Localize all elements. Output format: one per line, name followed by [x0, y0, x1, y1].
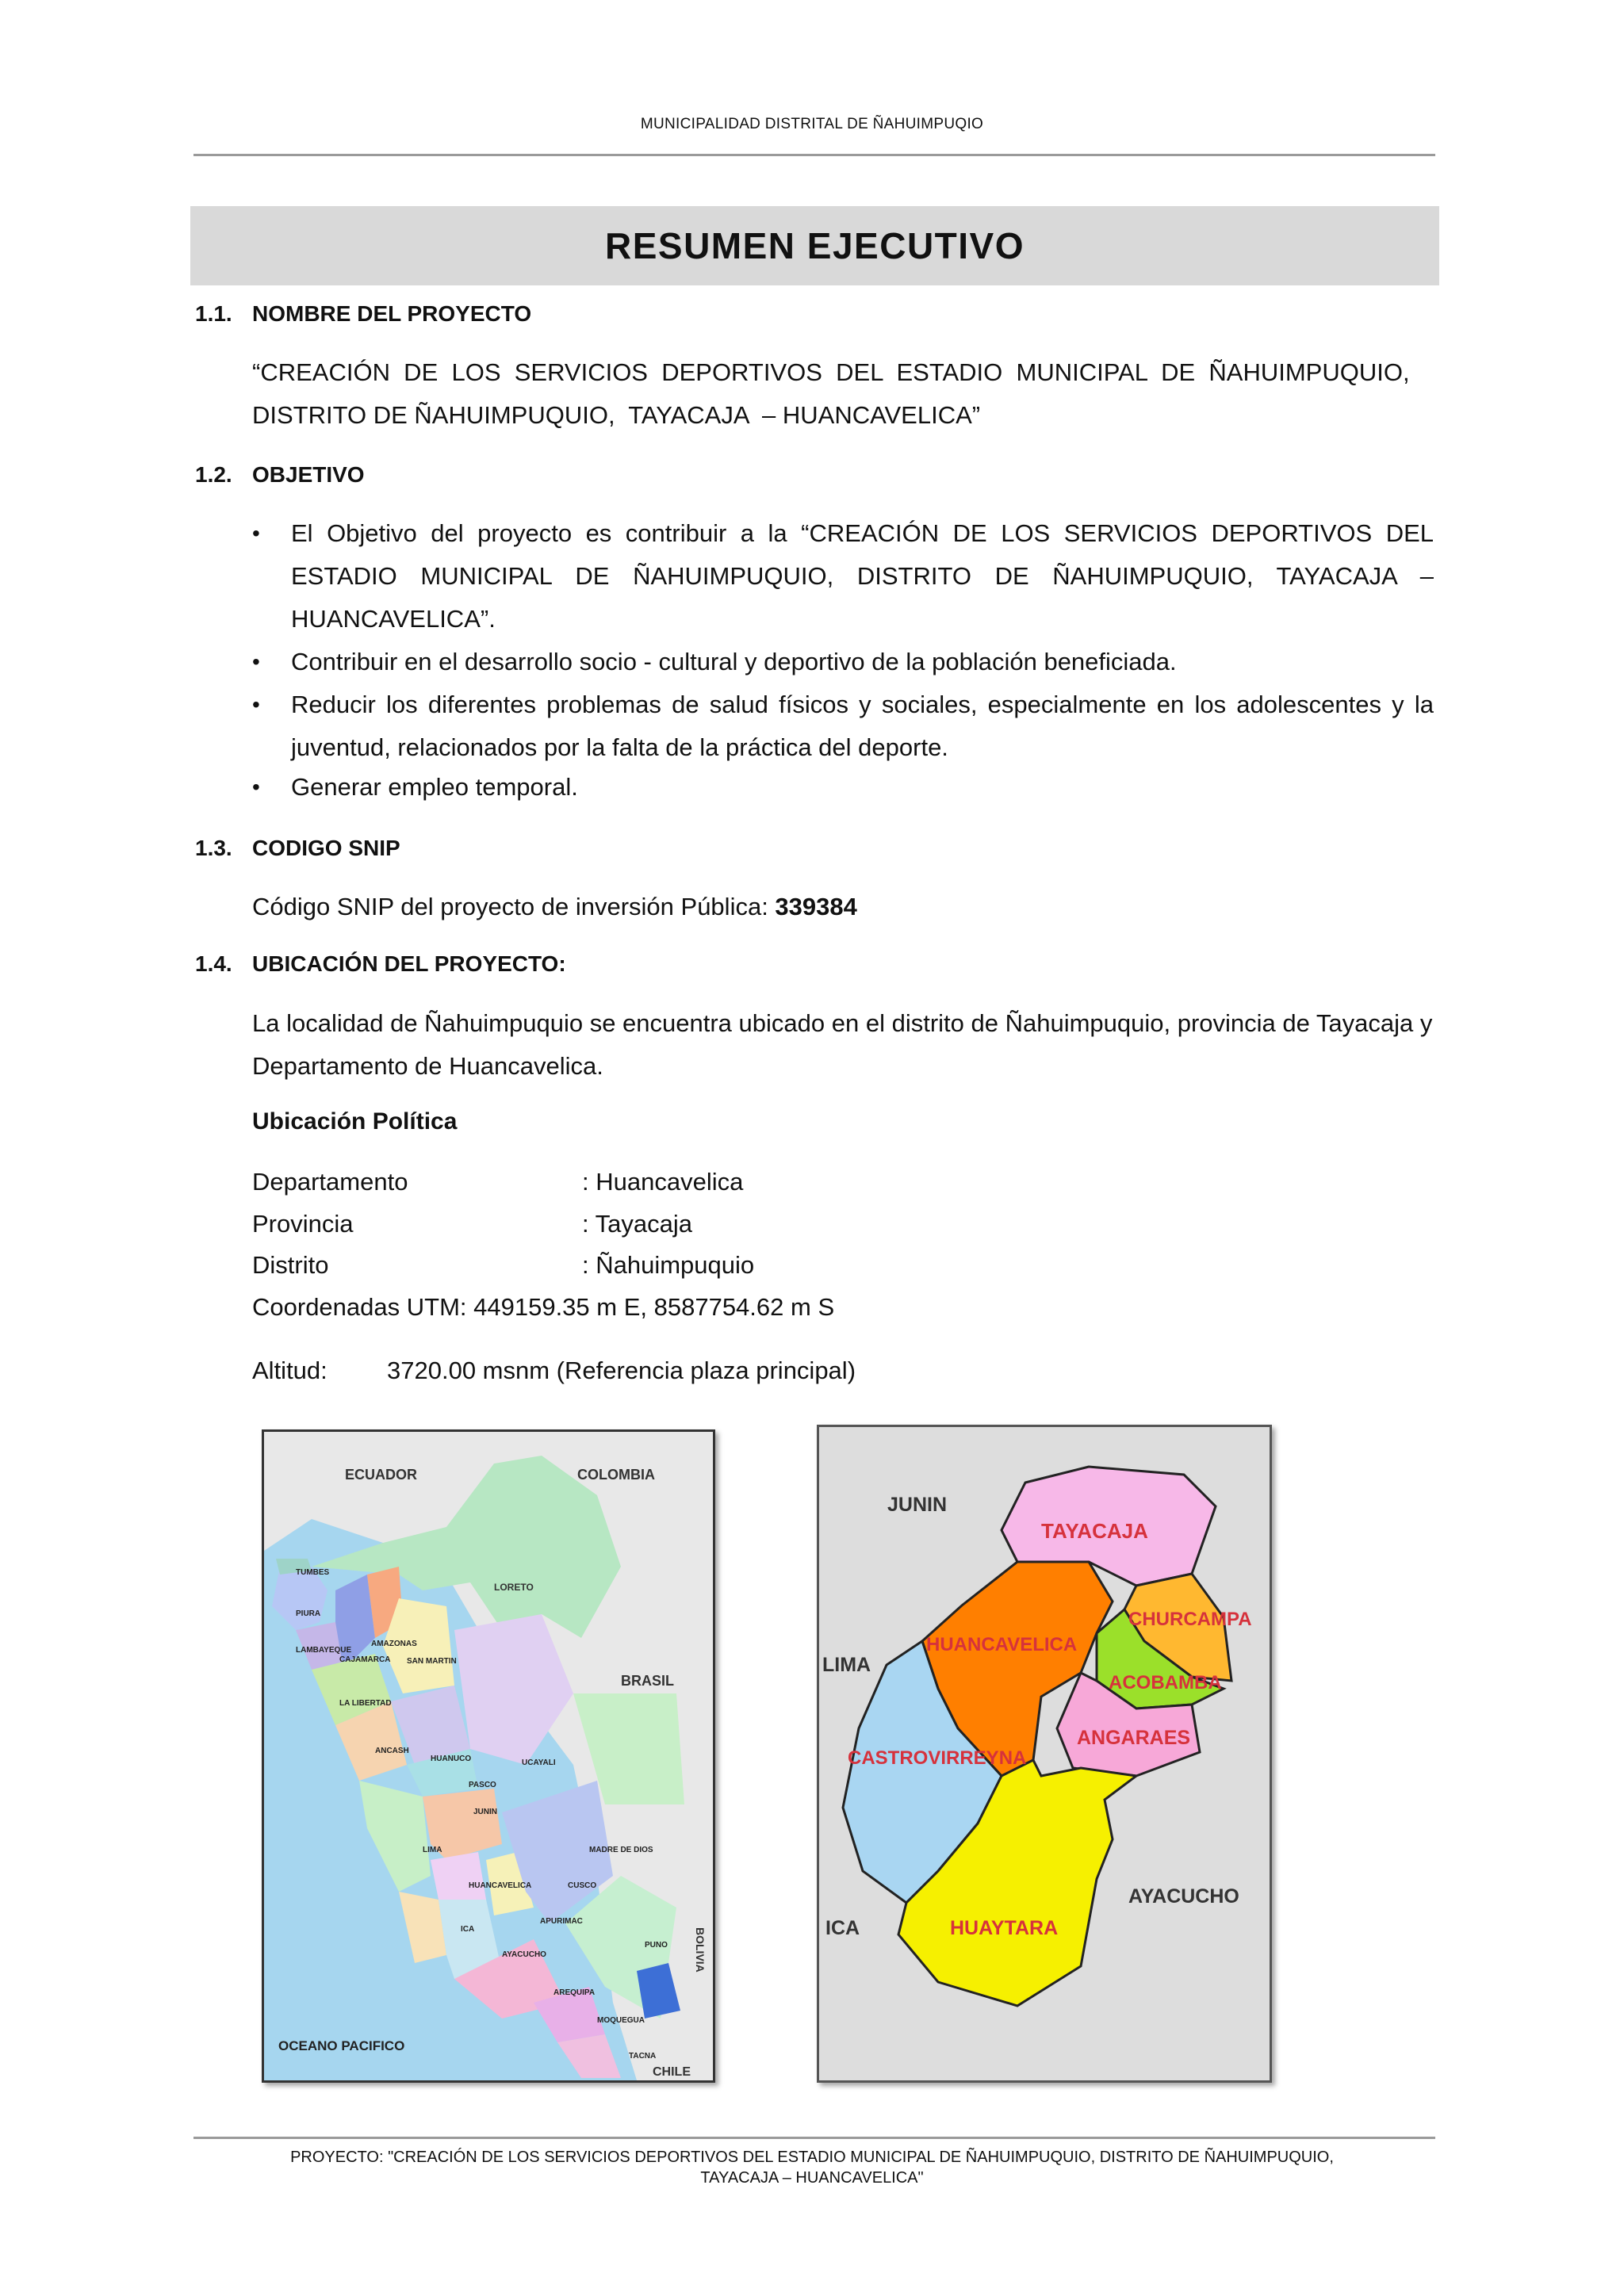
bullet-marker: •	[252, 521, 260, 545]
altitude-value: 3720.00 msnm (Referencia plaza principal)	[387, 1357, 856, 1384]
peru-map	[262, 1429, 715, 2083]
project-name-line1: “CREACIÓN DE LOS SERVICIOS DEPORTIVOS DEL ESTADIO MUNICIPAL DE ÑAHUIMPUQUIO,	[252, 358, 1410, 386]
label-angaraes: ANGARAES	[1077, 1727, 1191, 1749]
label-huaytara: HUAYTARA	[950, 1917, 1059, 1939]
label-chile: CHILE	[653, 2065, 691, 2079]
altitude-label: Altitud:	[252, 1357, 327, 1384]
label-pasco: PASCO	[469, 1781, 496, 1789]
objective-bullet-3: Reducir los diferentes problemas de salud físicos y sociales, especialmente en los adolescentes y la juventud, relacionados por la falta de la práctica del deporte.	[291, 691, 1434, 761]
label-ucayali: UCAYALI	[522, 1758, 556, 1767]
objective-bullet-2: Contribuir en el desarrollo socio - cultural y deportivo de la población beneficiada.	[291, 648, 1177, 675]
header-rule	[193, 154, 1435, 156]
label-churcampa: CHURCAMPA	[1128, 1609, 1252, 1630]
label-junin: JUNIN	[473, 1808, 498, 1816]
footer-line2: TAYACAJA – HUANCAVELICA"	[700, 2169, 924, 2187]
location-paragraph: La localidad de Ñahuimpuquio se encuentra ubicado en el distrito de Ñahuimpuquio, provincia de Tayacaja y Departamento de Huancavelica.	[252, 1009, 1433, 1080]
label-tayacaja: TAYACAJA	[1041, 1519, 1148, 1543]
label-apurimac: APURIMAC	[540, 1917, 583, 1926]
political-location-subtitle: Ubicación Política	[252, 1108, 458, 1135]
huancavelica-map-svg	[819, 1427, 1270, 2080]
bullet-marker: •	[252, 775, 260, 799]
label-la-libertad: LA LIBERTAD	[339, 1699, 392, 1708]
row-value-distrito: : Ñahuimpuquio	[582, 1251, 755, 1279]
label-huancavelica: HUANCAVELICA	[469, 1881, 532, 1890]
section-number: 1.3.	[195, 836, 232, 860]
label-lima: LIMA	[822, 1654, 871, 1676]
label-tacna: TACNA	[629, 2052, 657, 2061]
project-name-line2: DISTRITO DE ÑAHUIMPUQUIO, TAYACAJA – HUANCAVELICA”	[252, 401, 981, 429]
footer-rule	[193, 2137, 1435, 2139]
label-acobamba: ACOBAMBA	[1109, 1672, 1222, 1693]
row-label-distrito: Distrito	[252, 1251, 329, 1279]
label-arequipa: AREQUIPA	[553, 1988, 596, 1997]
label-ancash: ANCASH	[375, 1747, 409, 1755]
label-ecuador: ECUADOR	[345, 1467, 418, 1483]
label-moquegua: MOQUEGUA	[597, 2016, 645, 2025]
huancavelica-map	[817, 1425, 1272, 2083]
label-colombia: COLOMBIA	[577, 1467, 655, 1483]
row-label-departamento: Departamento	[252, 1168, 408, 1196]
label-amazonas: AMAZONAS	[371, 1640, 417, 1648]
label-piura: PIURA	[296, 1609, 321, 1618]
label-ayacucho: AYACUCHO	[1128, 1885, 1239, 1908]
label-bolivia: BOLIVIA	[694, 1927, 707, 1973]
page-header: MUNICIPALIDAD DISTRITAL DE ÑAHUIMPUQIO	[640, 116, 984, 132]
label-madre-de-dios: MADRE DE DIOS	[589, 1846, 653, 1854]
objective-bullet-4: Generar empleo temporal.	[291, 773, 578, 801]
bullet-marker: •	[252, 649, 260, 674]
label-ayacucho: AYACUCHO	[502, 1950, 546, 1959]
label-brasil: BRASIL	[621, 1673, 674, 1689]
label-lambayeque: LAMBAYEQUE	[296, 1646, 352, 1655]
title-box	[190, 206, 1439, 285]
section-title-snip: CODIGO SNIP	[252, 836, 400, 860]
row-value-departamento: : Huancavelica	[582, 1168, 744, 1196]
section-number: 1.2.	[195, 462, 232, 487]
footer-line1: PROYECTO: "CREACIÓN DE LOS SERVICIOS DEPORTIVOS DEL ESTADIO MUNICIPAL DE ÑAHUIMPUQUIO, DISTRITO DE ÑAHUIMPUQUIO,	[290, 2149, 1334, 2166]
label-castrovirreyna: CASTROVIRREYNA	[848, 1747, 1027, 1769]
label-cusco: CUSCO	[568, 1881, 597, 1890]
row-value-provincia: : Tayacaja	[582, 1210, 693, 1238]
bullet-marker: •	[252, 692, 260, 717]
label-oceano-pacifico: OCEANO PACIFICO	[278, 2038, 405, 2053]
section-title-nombre: NOMBRE DEL PROYECTO	[252, 301, 532, 326]
row-label-provincia: Provincia	[252, 1210, 354, 1238]
snip-line	[252, 886, 1434, 928]
label-ica: ICA	[825, 1917, 860, 1939]
label-puno: PUNO	[645, 1941, 668, 1950]
snip-code: 339384	[775, 893, 857, 920]
label-huancavelica: HUANCAVELICA	[926, 1634, 1078, 1655]
section-number: 1.4.	[195, 951, 232, 976]
label-loreto: LORETO	[494, 1582, 534, 1593]
page-title: RESUMEN EJECUTIVO	[604, 225, 1025, 266]
label-lima: LIMA	[423, 1846, 442, 1854]
label-san-martin: SAN MARTIN	[407, 1657, 457, 1666]
utm-coordinates: Coordenadas UTM: 449159.35 m E, 8587754.62 m S	[252, 1293, 835, 1321]
objective-bullet-1: El Objetivo del proyecto es contribuir a la “CREACIÓN DE LOS SERVICIOS DEPORTIVOS DEL ESTADIO MUNICIPAL DE ÑAHUIMPUQUIO, DISTRITO DE ÑAHUIMPUQUIO, TAYACAJA – HUANCAVELICA”.	[291, 519, 1434, 633]
region-huancavelica	[431, 1852, 486, 1900]
peru-map-svg	[264, 1432, 713, 2080]
label-huanuco: HUANUCO	[431, 1755, 472, 1763]
section-title-objetivo: OBJETIVO	[252, 462, 365, 487]
section-number: 1.1.	[195, 301, 232, 326]
label-tumbes: TUMBES	[296, 1568, 330, 1577]
label-ica: ICA	[461, 1925, 475, 1934]
label-junin: JUNIN	[887, 1494, 948, 1516]
snip-text: Código SNIP del proyecto de inversión Pública:	[252, 893, 776, 920]
section-title-ubicacion: UBICACIÓN DEL PROYECTO:	[252, 951, 566, 976]
label-cajamarca: CAJAMARCA	[339, 1655, 391, 1664]
